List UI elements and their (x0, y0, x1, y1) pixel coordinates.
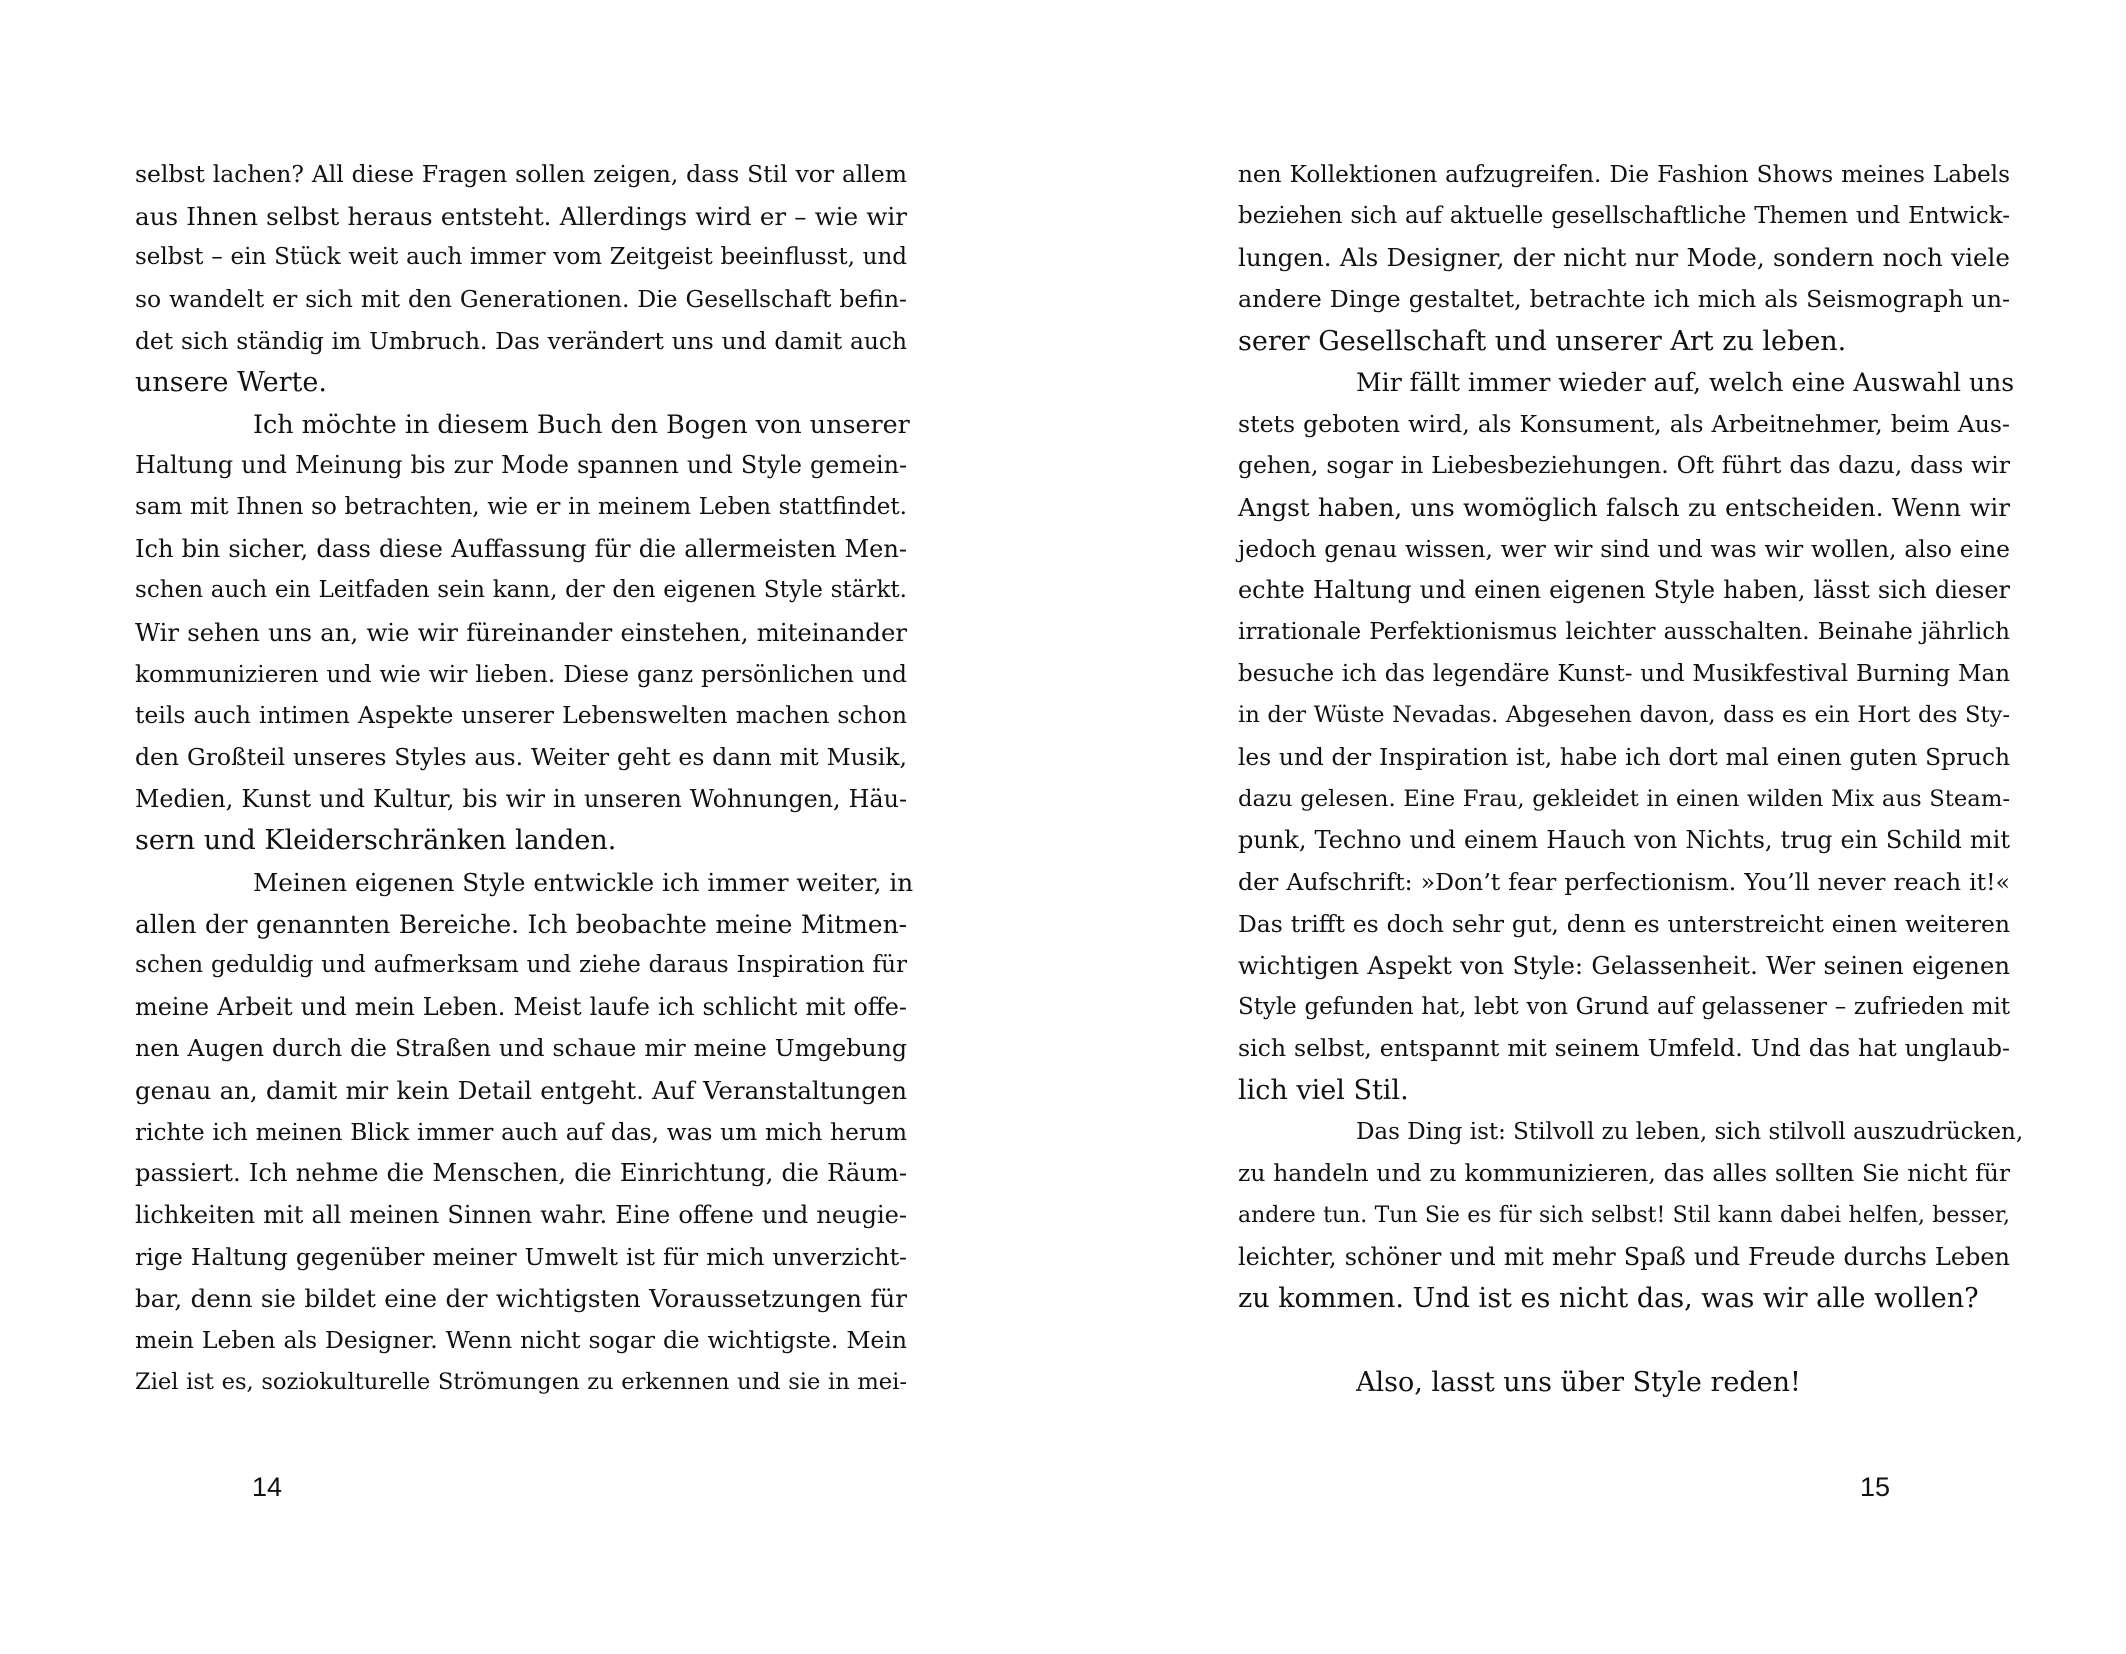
text-line: Medien, Kunst und Kultur, bis wir in unseren Wohnungen, Häu- (135, 784, 907, 813)
text-line: sern und Kleiderschränken landen. (135, 825, 617, 857)
text-line: sam mit Ihnen so betrachten, wie er in meinem Leben stattfindet. (135, 494, 907, 521)
right-page-number: 15 (1859, 1472, 1890, 1502)
text-line: teils auch intimen Aspekte unserer Lebenswelten machen schon (135, 701, 907, 730)
blank-line (1238, 1320, 2010, 1362)
text-line: der Aufschrift: »Don’t fear perfectionism. You’ll never reach it!« (1238, 867, 2010, 896)
text-line: zu handeln und zu kommunizieren, das alles sollten Sie nicht für (1238, 1159, 2010, 1188)
text-line: passiert. Ich nehme die Menschen, die Einrichtung, die Räum- (135, 1159, 907, 1188)
text-line: jedoch genau wissen, wer wir sind und was wir wollen, also eine (1238, 534, 2010, 563)
text-line: gehen, sogar in Liebesbeziehungen. Oft führt das dazu, dass wir (1238, 451, 2010, 480)
text-line: det sich ständig im Umbruch. Das verändert uns und damit auch (135, 327, 907, 355)
text-line: andere tun. Tun Sie es für sich selbst! Stil kann dabei helfen, besser, (1238, 1203, 2010, 1229)
text-line: nen Kollektionen aufzugreifen. Die Fashion Shows meines Labels (1238, 161, 2010, 188)
text-line: lich viel Stil. (1238, 1075, 1409, 1107)
text-line: serer Gesellschaft und unserer Art zu leben. (1238, 325, 1847, 357)
text-line: selbst – ein Stück weit auch immer vom Zeitgeist beeinflusst, und (135, 244, 907, 271)
text-line: rige Haltung gegenüber meiner Umwelt ist für mich unverzicht- (135, 1242, 907, 1271)
text-line: Also, lasst uns über Style reden! (1356, 1366, 1801, 1398)
text-line: allen der genannten Bereiche. Ich beobachte meine Mitmen- (135, 909, 907, 939)
text-line: aus Ihnen selbst heraus entsteht. Allerdings wird er – wie wir (135, 201, 907, 231)
left-page-body (135, 154, 914, 1403)
text-line: nen Augen durch die Straßen und schaue mir meine Umgebung (135, 1034, 907, 1063)
text-line: dazu gelesen. Eine Frau, gekleidet in einen wilden Mix aus Steam- (1238, 785, 2010, 812)
text-line: besuche ich das legendäre Kunst- und Musikfestival Burning Man (1238, 660, 2010, 687)
text-line: schen geduldig und aufmerksam und ziehe daraus Inspiration für (135, 952, 907, 979)
text-line: Ziel ist es, soziokulturelle Strömungen zu erkennen und sie in mei- (135, 1368, 907, 1395)
text-line: punk, Techno und einem Hauch von Nichts, trug ein Schild mit (1238, 826, 2010, 855)
text-line: echte Haltung und einen eigenen Style haben, lässt sich dieser (1238, 576, 2010, 605)
text-line: les und der Inspiration ist, habe ich dort mal einen guten Spruch (1238, 743, 2010, 771)
text-line: zu kommen. Und ist es nicht das, was wir alle wollen? (1238, 1283, 1979, 1315)
text-line: Haltung und Meinung bis zur Mode spannen und Style gemein- (135, 451, 907, 480)
text-line: lungen. Als Designer, der nicht nur Mode, sondern noch viele (1238, 243, 2010, 273)
text-line: Style gefunden hat, lebt von Grund auf gelassener – zufrieden mit (1238, 993, 2010, 1020)
text-line: irrationale Perfektionismus leichter ausschalten. Beinahe jährlich (1238, 619, 2010, 646)
text-line: Ich bin sicher, dass diese Auffassung für die allermeisten Men- (135, 534, 907, 563)
text-line: Ich möchte in diesem Buch den Bogen von unserer (253, 408, 910, 439)
text-line: stets geboten wird, als Konsument, als Arbeitnehmer, beim Aus- (1238, 409, 2010, 438)
text-line: kommunizieren und wie wir lieben. Diese ganz persönlichen und (135, 659, 907, 688)
text-line: leichter, schöner und mit mehr Spaß und Freude durchs Leben (1238, 1242, 2010, 1271)
text-line: mein Leben als Designer. Wenn nicht sogar die wichtigste. Mein (135, 1325, 907, 1354)
text-line: schen auch ein Leitfaden sein kann, der den eigenen Style stärkt. (135, 577, 907, 604)
text-line: lichkeiten mit all meinen Sinnen wahr. Eine offene und neugie- (135, 1201, 907, 1230)
text-line: richte ich meinen Blick immer auch auf das, was um mich herum (135, 1118, 907, 1146)
text-line: so wandelt er sich mit den Generationen. Die Gesellschaft befin- (135, 284, 907, 313)
text-line: Meinen eigenen Style entwickle ich immer weiter, in (253, 867, 914, 897)
text-line: selbst lachen? All diese Fragen sollen zeigen, dass Stil vor allem (135, 160, 907, 188)
text-line: wichtigen Aspekt von Style: Gelassenheit. Wer seinen eigenen (1238, 951, 2010, 981)
text-line: beziehen sich auf aktuelle gesellschaftliche Themen und Entwick- (1238, 202, 2010, 229)
text-line: bar, denn sie bildet eine der wichtigsten Voraussetzungen für (135, 1284, 907, 1314)
text-line: Mir fällt immer wieder auf, welch eine Auswahl uns (1356, 368, 2015, 398)
right-page-body (1238, 154, 2024, 1403)
left-page-number: 14 (252, 1472, 283, 1502)
text-line: sich selbst, entspannt mit seinem Umfeld. Und das hat unglaub- (1238, 1034, 2010, 1063)
text-line: genau an, damit mir kein Detail entgeht. Auf Veranstaltungen (135, 1076, 907, 1106)
text-line: unsere Werte. (135, 367, 327, 399)
text-line: Das Ding ist: Stilvoll zu leben, sich stilvoll auszudrücken, (1356, 1118, 2024, 1145)
text-line: meine Arbeit und mein Leben. Meist laufe ich schlicht mit offe- (135, 992, 907, 1021)
right-page (1063, 0, 2126, 1654)
text-line: Angst haben, uns womöglich falsch zu entscheiden. Wenn wir (1238, 493, 2010, 523)
text-line: in der Wüste Nevadas. Abgesehen davon, dass es ein Hort des Sty- (1238, 702, 2010, 729)
text-line: Wir sehen uns an, wie wir füreinander einstehen, miteinander (135, 618, 907, 648)
text-line: den Großteil unseres Styles aus. Weiter geht es dann mit Musik, (135, 742, 907, 771)
text-line: Das trifft es doch sehr gut, denn es unterstreicht einen weiteren (1238, 909, 2010, 938)
text-line: andere Dinge gestaltet, betrachte ich mich als Seismograph un- (1238, 284, 2010, 313)
